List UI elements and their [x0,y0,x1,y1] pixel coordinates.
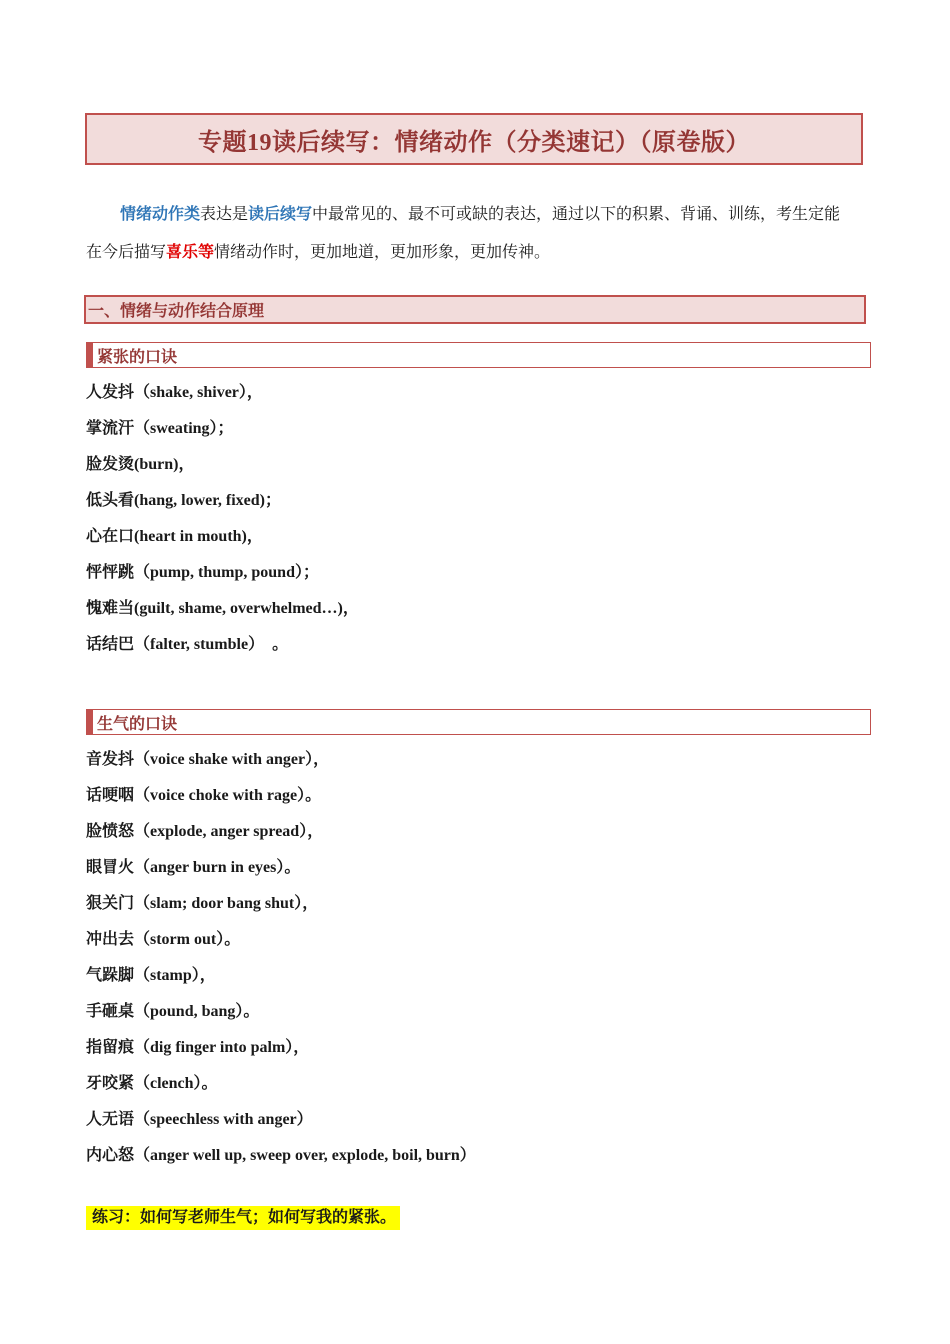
intro-term-emotion-actions: 情绪动作类 [120,206,201,223]
list-item: 指留痕（dig finger into palm）， [86,1039,310,1056]
section-heading [84,295,866,324]
list-item: 心在口(heart in mouth)， [86,528,263,545]
nervous-heading [86,342,871,368]
intro-term-continuation-writing: 读后续写 [248,206,313,223]
list-item: 人无语（speechless with anger） [86,1111,313,1128]
nervous-title: 紧张的口诀 [97,348,178,366]
intro-text-2: 中最常见的、最不可或缺的表达，通过以下的积累、背诵、训练，考生定能在今后描写 [86,206,841,261]
list-item: 内心怒（anger well up, sweep over, explode, boil, burn） [86,1147,476,1164]
intro-text-1: 表达是 [200,206,249,223]
nervous-list [86,375,359,663]
list-item: 话结巴（falter, stumble） 。 [86,636,289,653]
document-title: 专题19读后续写：情绪动作（分类速记）（原卷版） [198,129,750,156]
section-title: 一、情绪与动作结合原理 [88,303,265,320]
intro-term-joy: 喜乐等 [166,244,215,261]
list-item: 眼冒火（anger burn in eyes）。 [86,859,301,876]
intro-text-3: 情绪动作时，更加地道，更加形象，更加传神。 [214,244,551,261]
list-item: 冲出去（storm out）。 [86,931,241,948]
title-banner [85,113,863,165]
angry-list [86,742,476,1174]
list-item: 狠关门（slam; door bang shut）， [86,895,319,912]
list-item: 人发抖（shake, shiver）， [86,384,263,401]
list-item: 话哽咽（voice choke with rage）。 [86,787,322,804]
list-item: 音发抖（voice shake with anger）， [86,751,330,768]
intro-paragraph [86,196,856,272]
list-item: 脸发烫(burn)， [86,456,195,473]
list-item: 愧难当(guilt, shame, overwhelmed…)， [86,600,359,617]
list-item: 脸愤怒（explode, anger spread）， [86,823,324,840]
list-item: 气跺脚（stamp）， [86,967,216,984]
angry-title: 生气的口诀 [97,715,178,733]
list-item: 掌流汗（sweating）； [86,420,234,437]
practice-prompt: 练习：如何写老师生气；如何写我的紧张。 [86,1206,400,1230]
angry-heading [86,709,871,735]
list-item: 牙咬紧（clench）。 [86,1075,218,1092]
list-item: 手砸桌（pound, bang）。 [86,1003,260,1020]
list-item: 怦怦跳（pump, thump, pound）； [86,564,319,581]
list-item: 低头看(hang, lower, fixed)； [86,492,281,509]
